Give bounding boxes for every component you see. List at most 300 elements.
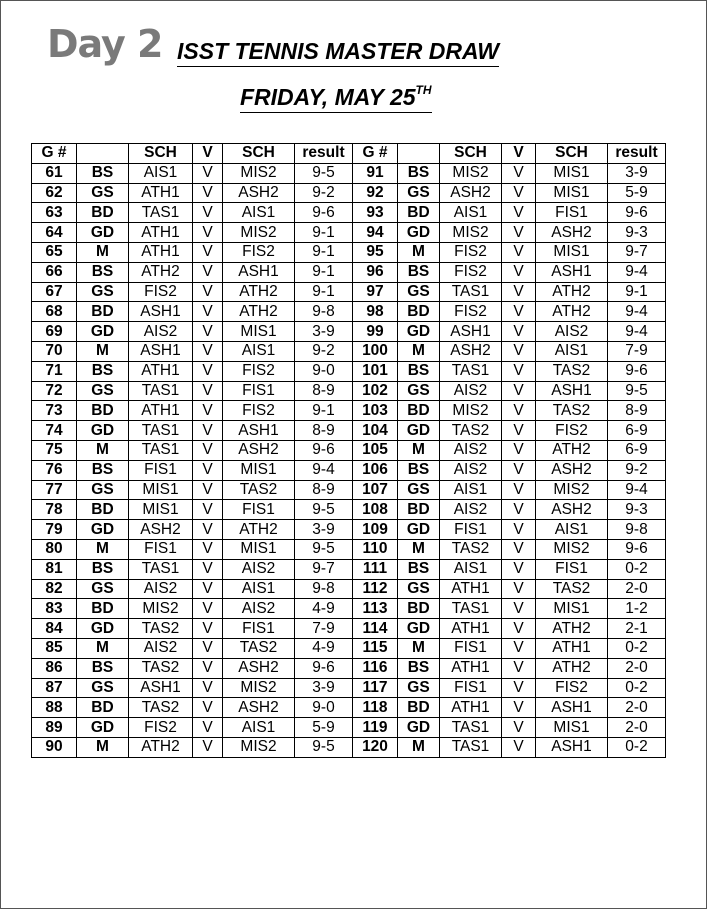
- game-number: 115: [353, 638, 398, 658]
- versus-label: V: [502, 737, 536, 757]
- table-row: [32, 559, 666, 579]
- game-number: 76: [32, 460, 77, 480]
- school-code: ATH2: [223, 520, 295, 540]
- school-code: TAS2: [536, 361, 608, 381]
- match-result: 9-8: [295, 579, 353, 599]
- game-number: 64: [32, 223, 77, 243]
- event-code: BS: [77, 361, 129, 381]
- school-code: TAS1: [440, 737, 502, 757]
- match-result: 9-4: [608, 480, 666, 500]
- versus-label: V: [502, 322, 536, 342]
- event-code: M: [77, 440, 129, 460]
- event-code: GD: [398, 322, 440, 342]
- school-code: MIS2: [440, 163, 502, 183]
- match-result: 0-2: [608, 737, 666, 757]
- match-result: 9-2: [295, 341, 353, 361]
- col-header-school: SCH: [129, 144, 193, 164]
- versus-label: V: [502, 282, 536, 302]
- game-number: 110: [353, 539, 398, 559]
- game-number: 72: [32, 381, 77, 401]
- game-number: 61: [32, 163, 77, 183]
- match-result: 9-6: [608, 203, 666, 223]
- table-row: [32, 203, 666, 223]
- school-code: FIS2: [129, 282, 193, 302]
- versus-label: V: [193, 619, 223, 639]
- game-number: 81: [32, 559, 77, 579]
- versus-label: V: [502, 242, 536, 262]
- school-code: AIS2: [129, 579, 193, 599]
- event-code: M: [77, 341, 129, 361]
- event-code: GD: [77, 619, 129, 639]
- game-number: 70: [32, 341, 77, 361]
- event-code: GS: [398, 183, 440, 203]
- versus-label: V: [502, 619, 536, 639]
- col-header-result: result: [295, 144, 353, 164]
- school-code: ATH2: [536, 440, 608, 460]
- match-result: 9-6: [608, 539, 666, 559]
- versus-label: V: [502, 341, 536, 361]
- event-code: BS: [398, 658, 440, 678]
- school-code: MIS2: [223, 163, 295, 183]
- col-header-versus: V: [502, 144, 536, 164]
- versus-label: V: [502, 480, 536, 500]
- event-code: GS: [77, 282, 129, 302]
- event-code: BD: [398, 302, 440, 322]
- page-date: [240, 84, 432, 113]
- event-code: BD: [77, 302, 129, 322]
- table-row: [32, 579, 666, 599]
- school-code: TAS2: [223, 480, 295, 500]
- game-number: 106: [353, 460, 398, 480]
- match-result: 3-9: [295, 678, 353, 698]
- game-number: 84: [32, 619, 77, 639]
- event-code: GS: [77, 381, 129, 401]
- table-row: [32, 262, 666, 282]
- versus-label: V: [193, 381, 223, 401]
- match-result: 5-9: [608, 183, 666, 203]
- game-number: 120: [353, 737, 398, 757]
- school-code: MIS2: [536, 480, 608, 500]
- game-number: 95: [353, 242, 398, 262]
- school-code: ASH2: [129, 520, 193, 540]
- game-number: 85: [32, 638, 77, 658]
- table-row: [32, 322, 666, 342]
- school-code: AIS1: [223, 718, 295, 738]
- event-code: GS: [398, 678, 440, 698]
- event-code: GD: [77, 421, 129, 441]
- col-header-game: G #: [32, 144, 77, 164]
- table-row: [32, 183, 666, 203]
- school-code: ASH1: [536, 262, 608, 282]
- school-code: AIS1: [536, 520, 608, 540]
- col-header-school: SCH: [440, 144, 502, 164]
- school-code: ASH1: [223, 262, 295, 282]
- col-header-versus: V: [193, 144, 223, 164]
- school-code: MIS2: [223, 678, 295, 698]
- school-code: AIS1: [440, 480, 502, 500]
- event-code: GD: [398, 421, 440, 441]
- school-code: ASH1: [129, 678, 193, 698]
- game-number: 77: [32, 480, 77, 500]
- school-code: AIS1: [223, 341, 295, 361]
- school-code: ATH2: [536, 282, 608, 302]
- table-row: [32, 381, 666, 401]
- school-code: AIS2: [440, 500, 502, 520]
- match-result: 9-1: [295, 223, 353, 243]
- game-number: 109: [353, 520, 398, 540]
- school-code: ATH1: [129, 242, 193, 262]
- school-code: FIS1: [440, 638, 502, 658]
- event-code: GD: [77, 322, 129, 342]
- event-code: BD: [77, 500, 129, 520]
- table-row: [32, 539, 666, 559]
- event-code: M: [398, 242, 440, 262]
- versus-label: V: [193, 500, 223, 520]
- game-number: 97: [353, 282, 398, 302]
- table-row: [32, 737, 666, 757]
- school-code: FIS1: [223, 500, 295, 520]
- match-result: 0-2: [608, 638, 666, 658]
- versus-label: V: [502, 520, 536, 540]
- school-code: TAS2: [536, 401, 608, 421]
- event-code: M: [398, 440, 440, 460]
- game-number: 102: [353, 381, 398, 401]
- table-row: [32, 401, 666, 421]
- page-title: ISST TENNIS MASTER DRAW: [177, 38, 499, 67]
- table-row: [32, 638, 666, 658]
- table-row: [32, 242, 666, 262]
- event-code: GS: [77, 579, 129, 599]
- versus-label: V: [193, 718, 223, 738]
- match-result: 9-6: [295, 203, 353, 223]
- versus-label: V: [193, 361, 223, 381]
- school-code: ASH1: [223, 421, 295, 441]
- school-code: MIS1: [536, 718, 608, 738]
- event-code: GS: [398, 381, 440, 401]
- table-row: [32, 460, 666, 480]
- match-result: 7-9: [608, 341, 666, 361]
- match-result: 8-9: [295, 381, 353, 401]
- school-code: FIS1: [223, 381, 295, 401]
- versus-label: V: [502, 460, 536, 480]
- school-code: MIS1: [536, 163, 608, 183]
- match-result: 3-9: [295, 520, 353, 540]
- game-number: 96: [353, 262, 398, 282]
- table-row: [32, 282, 666, 302]
- match-result: 9-6: [295, 658, 353, 678]
- school-code: AIS2: [440, 440, 502, 460]
- game-number: 116: [353, 658, 398, 678]
- versus-label: V: [502, 163, 536, 183]
- master-draw-table: [31, 143, 666, 758]
- game-number: 83: [32, 599, 77, 619]
- event-code: GS: [77, 183, 129, 203]
- match-result: 1-2: [608, 599, 666, 619]
- event-code: BS: [398, 262, 440, 282]
- versus-label: V: [502, 658, 536, 678]
- school-code: ATH2: [129, 262, 193, 282]
- school-code: MIS1: [536, 599, 608, 619]
- versus-label: V: [193, 421, 223, 441]
- school-code: ASH2: [223, 658, 295, 678]
- match-result: 2-0: [608, 698, 666, 718]
- game-number: 111: [353, 559, 398, 579]
- date-main: FRIDAY, MAY 25: [240, 84, 416, 110]
- match-result: 9-5: [295, 163, 353, 183]
- school-code: TAS1: [129, 381, 193, 401]
- match-result: 9-8: [608, 520, 666, 540]
- game-number: 62: [32, 183, 77, 203]
- match-result: 3-9: [608, 163, 666, 183]
- event-code: BD: [398, 599, 440, 619]
- school-code: FIS2: [440, 242, 502, 262]
- school-code: AIS2: [223, 599, 295, 619]
- school-code: AIS1: [440, 203, 502, 223]
- school-code: FIS2: [536, 421, 608, 441]
- table-row: [32, 341, 666, 361]
- game-number: 79: [32, 520, 77, 540]
- versus-label: V: [193, 322, 223, 342]
- match-result: 9-6: [608, 361, 666, 381]
- day-label: Day 2: [47, 22, 163, 66]
- game-number: 71: [32, 361, 77, 381]
- versus-label: V: [193, 401, 223, 421]
- match-result: 9-5: [295, 500, 353, 520]
- game-number: 80: [32, 539, 77, 559]
- table-header-row: [32, 144, 666, 164]
- game-number: 63: [32, 203, 77, 223]
- match-result: 9-4: [295, 460, 353, 480]
- school-code: ASH2: [536, 500, 608, 520]
- versus-label: V: [193, 579, 223, 599]
- game-number: 104: [353, 421, 398, 441]
- table-row: [32, 163, 666, 183]
- event-code: BS: [77, 262, 129, 282]
- game-number: 66: [32, 262, 77, 282]
- event-code: BS: [77, 460, 129, 480]
- table-row: [32, 421, 666, 441]
- event-code: BD: [77, 401, 129, 421]
- game-number: 112: [353, 579, 398, 599]
- table-row: [32, 302, 666, 322]
- school-code: TAS1: [440, 361, 502, 381]
- versus-label: V: [193, 262, 223, 282]
- versus-label: V: [502, 500, 536, 520]
- game-number: 75: [32, 440, 77, 460]
- match-result: 9-0: [295, 361, 353, 381]
- school-code: MIS2: [129, 599, 193, 619]
- table-row: [32, 520, 666, 540]
- versus-label: V: [193, 480, 223, 500]
- match-result: 0-2: [608, 678, 666, 698]
- versus-label: V: [193, 302, 223, 322]
- school-code: FIS2: [129, 718, 193, 738]
- school-code: MIS1: [129, 500, 193, 520]
- school-code: FIS2: [223, 401, 295, 421]
- match-result: 8-9: [295, 480, 353, 500]
- school-code: AIS2: [129, 322, 193, 342]
- school-code: AIS2: [440, 460, 502, 480]
- school-code: FIS1: [129, 539, 193, 559]
- versus-label: V: [502, 302, 536, 322]
- versus-label: V: [193, 183, 223, 203]
- school-code: ATH2: [536, 302, 608, 322]
- event-code: GS: [77, 480, 129, 500]
- versus-label: V: [193, 242, 223, 262]
- school-code: ASH1: [536, 381, 608, 401]
- match-result: 9-3: [608, 223, 666, 243]
- event-code: BD: [398, 500, 440, 520]
- match-result: 6-9: [608, 421, 666, 441]
- event-code: GD: [77, 520, 129, 540]
- school-code: AIS2: [440, 381, 502, 401]
- col-header-school: SCH: [223, 144, 295, 164]
- school-code: ATH1: [440, 658, 502, 678]
- table-row: [32, 599, 666, 619]
- event-code: BS: [398, 361, 440, 381]
- match-result: 2-0: [608, 579, 666, 599]
- event-code: GD: [398, 718, 440, 738]
- game-number: 89: [32, 718, 77, 738]
- school-code: FIS2: [536, 678, 608, 698]
- versus-label: V: [193, 559, 223, 579]
- versus-label: V: [193, 678, 223, 698]
- school-code: ATH1: [536, 638, 608, 658]
- match-result: 9-7: [608, 242, 666, 262]
- match-result: 9-5: [295, 539, 353, 559]
- event-code: GD: [77, 718, 129, 738]
- col-header-result: result: [608, 144, 666, 164]
- school-code: MIS1: [536, 242, 608, 262]
- game-number: 108: [353, 500, 398, 520]
- school-code: ASH2: [223, 698, 295, 718]
- school-code: ATH1: [440, 579, 502, 599]
- event-code: M: [398, 638, 440, 658]
- game-number: 103: [353, 401, 398, 421]
- game-number: 68: [32, 302, 77, 322]
- school-code: ATH2: [536, 658, 608, 678]
- col-header-event: [398, 144, 440, 164]
- table-row: [32, 480, 666, 500]
- versus-label: V: [193, 163, 223, 183]
- event-code: M: [77, 539, 129, 559]
- game-number: 117: [353, 678, 398, 698]
- game-number: 90: [32, 737, 77, 757]
- event-code: BD: [77, 698, 129, 718]
- event-code: GD: [398, 223, 440, 243]
- table-row: [32, 500, 666, 520]
- match-result: 9-5: [608, 381, 666, 401]
- school-code: ATH2: [129, 737, 193, 757]
- versus-label: V: [502, 638, 536, 658]
- school-code: ASH2: [536, 460, 608, 480]
- versus-label: V: [193, 737, 223, 757]
- school-code: MIS1: [223, 539, 295, 559]
- school-code: FIS1: [223, 619, 295, 639]
- school-code: TAS1: [440, 282, 502, 302]
- match-result: 9-1: [608, 282, 666, 302]
- school-code: ASH1: [536, 698, 608, 718]
- table-row: [32, 361, 666, 381]
- game-number: 101: [353, 361, 398, 381]
- match-result: 7-9: [295, 619, 353, 639]
- school-code: MIS2: [536, 539, 608, 559]
- match-result: 9-8: [295, 302, 353, 322]
- col-header-school: SCH: [536, 144, 608, 164]
- event-code: BD: [398, 698, 440, 718]
- school-code: MIS1: [223, 460, 295, 480]
- versus-label: V: [502, 401, 536, 421]
- school-code: ATH2: [223, 282, 295, 302]
- event-code: M: [77, 737, 129, 757]
- game-number: 74: [32, 421, 77, 441]
- game-number: 91: [353, 163, 398, 183]
- versus-label: V: [193, 698, 223, 718]
- school-code: TAS2: [536, 579, 608, 599]
- game-number: 82: [32, 579, 77, 599]
- game-number: 92: [353, 183, 398, 203]
- game-number: 105: [353, 440, 398, 460]
- game-number: 118: [353, 698, 398, 718]
- game-number: 107: [353, 480, 398, 500]
- match-result: 9-1: [295, 242, 353, 262]
- event-code: GD: [398, 520, 440, 540]
- event-code: BD: [77, 599, 129, 619]
- school-code: AIS1: [440, 559, 502, 579]
- match-result: 2-0: [608, 718, 666, 738]
- school-code: AIS1: [223, 203, 295, 223]
- game-number: 88: [32, 698, 77, 718]
- school-code: MIS2: [440, 223, 502, 243]
- school-code: MIS2: [440, 401, 502, 421]
- event-code: GD: [77, 223, 129, 243]
- school-code: TAS1: [129, 559, 193, 579]
- school-code: MIS1: [129, 480, 193, 500]
- versus-label: V: [502, 381, 536, 401]
- event-code: M: [398, 539, 440, 559]
- school-code: ATH2: [223, 302, 295, 322]
- match-result: 9-6: [295, 440, 353, 460]
- match-result: 4-9: [295, 599, 353, 619]
- match-result: 9-2: [608, 460, 666, 480]
- versus-label: V: [193, 539, 223, 559]
- table-row: [32, 658, 666, 678]
- match-result: 8-9: [608, 401, 666, 421]
- school-code: ASH1: [129, 302, 193, 322]
- school-code: FIS1: [440, 678, 502, 698]
- school-code: TAS1: [129, 421, 193, 441]
- event-code: BS: [77, 163, 129, 183]
- match-result: 9-5: [295, 737, 353, 757]
- school-code: MIS2: [223, 223, 295, 243]
- school-code: TAS1: [129, 440, 193, 460]
- school-code: FIS2: [223, 242, 295, 262]
- versus-label: V: [502, 262, 536, 282]
- date-suffix: TH: [415, 83, 432, 98]
- school-code: TAS2: [223, 638, 295, 658]
- table-row: [32, 718, 666, 738]
- school-code: AIS2: [129, 638, 193, 658]
- school-code: FIS1: [536, 203, 608, 223]
- game-number: 86: [32, 658, 77, 678]
- school-code: MIS1: [536, 183, 608, 203]
- table-row: [32, 678, 666, 698]
- school-code: ASH2: [440, 341, 502, 361]
- match-result: 2-0: [608, 658, 666, 678]
- versus-label: V: [193, 638, 223, 658]
- school-code: TAS2: [129, 698, 193, 718]
- school-code: TAS2: [129, 658, 193, 678]
